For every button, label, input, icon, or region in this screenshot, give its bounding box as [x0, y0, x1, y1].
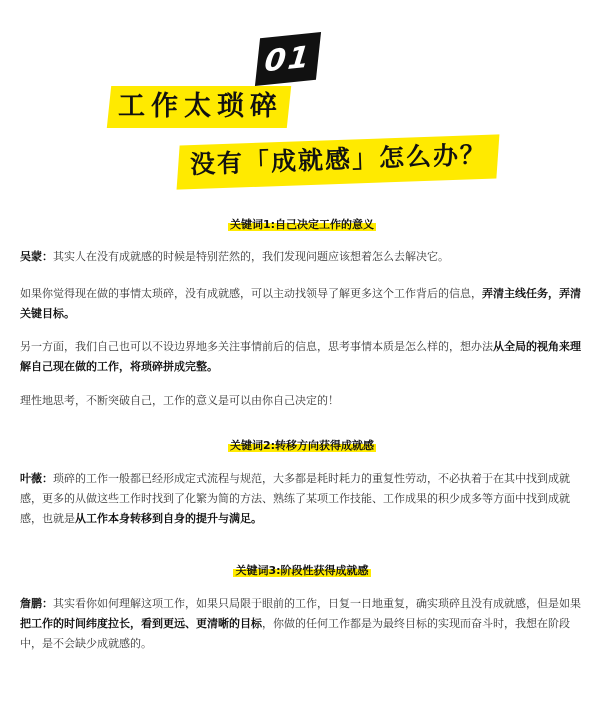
section1-paragraph-3	[20, 337, 586, 377]
speaker-name: 叶薇：	[20, 472, 53, 485]
section2-paragraph-1	[20, 469, 586, 529]
speaker-name: 吴蒙：	[20, 250, 53, 263]
paragraph-text: 另一方面，我们自己也可以不设边界地多关注事情前后的信息，思考事情本质是怎么样的，想办法	[20, 340, 493, 353]
title-line2: 没有「成就感」怎么办？	[189, 139, 488, 180]
section-heading-1-text: 关键词1:自己决定工作的意义	[229, 218, 375, 231]
speaker-name: 詹鹏：	[20, 597, 53, 610]
paragraph-text: 其实人在没有成就感的时候是特别茫然的，我们发现问题应该想着怎么去解决它。	[53, 250, 449, 263]
section1-paragraph-4	[20, 391, 586, 411]
paragraph-text: 琐碎的工作一般都已经形成定式流程与规范，大多都是耗时耗力的重复性劳动，不必执着于在其中找到成就感，更多的从做这些工作时找到了化繁为简的方法、熟练了某项工作技能、工作成果的积少成多等方面中找到成就感，也就是	[20, 472, 570, 525]
number-badge-text: 01	[262, 39, 314, 79]
paragraph-text: 理性地思考，不断突破自己，工作的意义是可以由你自己决定的！	[20, 394, 339, 407]
title-line1: 工作太琐碎	[118, 91, 283, 122]
section-heading-2-text: 关键词2:转移方向获得成就感	[229, 439, 375, 452]
section1-paragraph-2	[20, 284, 586, 324]
paragraph-bold: 弄清主线任务，弄清关键目标。	[20, 287, 581, 320]
paragraph-text: ，你做的任何工作都是为最终目标的实现而奋斗时，我想在阶段中，是不会缺少成就感的。	[20, 617, 570, 650]
paragraph-bold: 从工作本身转移到自身的提升与满足。	[75, 512, 262, 525]
section-heading-1	[0, 217, 604, 233]
section-heading-2	[0, 438, 604, 454]
number-badge	[255, 32, 321, 86]
section3-paragraph-1	[20, 594, 586, 654]
paragraph-bold: 从全局的视角来理解自己现在做的工作，将琐碎拼成完整。	[20, 340, 581, 373]
section-heading-3-text: 关键词3:阶段性获得成就感	[235, 564, 369, 577]
paragraph-bold: 把工作的时间纬度拉长，看到更远、更清晰的目标	[20, 617, 262, 630]
section-heading-3	[0, 563, 604, 579]
paragraph-text: 其实看你如何理解这项工作，如果只局限于眼前的工作，日复一日地重复，确实琐碎且没有成就感，但是如果	[53, 597, 581, 610]
section1-paragraph-1	[20, 247, 586, 267]
paragraph-text: 如果你觉得现在做的事情太琐碎，没有成就感，可以主动找领导了解更多这个工作背后的信息，	[20, 287, 482, 300]
article-header	[0, 0, 604, 200]
